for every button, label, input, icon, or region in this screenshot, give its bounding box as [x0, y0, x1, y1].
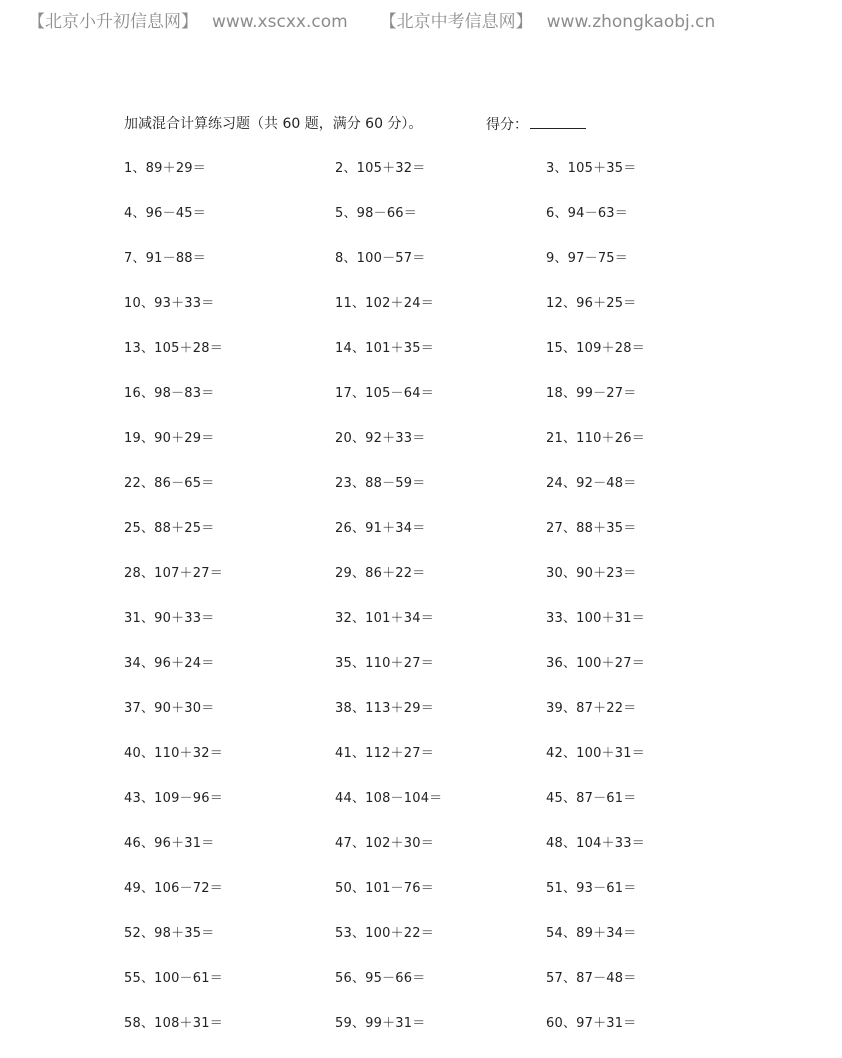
problem-item: 3、105＋35＝	[546, 161, 637, 176]
problem-item: 47、102＋30＝	[335, 836, 434, 851]
problem-item: 53、100＋22＝	[335, 926, 434, 941]
problem-item: 46、96＋31＝	[124, 836, 215, 851]
score-label: 得分：	[486, 117, 528, 133]
problem-item: 58、108＋31＝	[124, 1016, 223, 1031]
problem-item: 44、108－104＝	[335, 791, 443, 806]
problem-item: 30、90＋23＝	[546, 566, 637, 581]
problem-item: 50、101－76＝	[335, 881, 434, 896]
problem-item: 24、92－48＝	[546, 476, 637, 491]
problem-item: 33、100＋31＝	[546, 611, 645, 626]
problem-item: 22、86－65＝	[124, 476, 215, 491]
problem-item: 4、96－45＝	[124, 206, 206, 221]
problem-item: 31、90＋33＝	[124, 611, 215, 626]
problem-item: 26、91＋34＝	[335, 521, 426, 536]
problem-item: 8、100－57＝	[335, 251, 426, 266]
problem-item: 42、100＋31＝	[546, 746, 645, 761]
problem-item: 27、88＋35＝	[546, 521, 637, 536]
problem-item: 1、89＋29＝	[124, 161, 206, 176]
problem-item: 25、88＋25＝	[124, 521, 215, 536]
score-field	[486, 113, 586, 136]
problem-item: 45、87－61＝	[546, 791, 637, 806]
problem-item: 29、86＋22＝	[335, 566, 426, 581]
problem-item: 6、94－63＝	[546, 206, 628, 221]
problem-item: 51、93－61＝	[546, 881, 637, 896]
problem-item: 59、99＋31＝	[335, 1016, 426, 1031]
problem-item: 55、100－61＝	[124, 971, 223, 986]
problem-item: 16、98－83＝	[124, 386, 215, 401]
problem-grid	[124, 158, 764, 1058]
problem-item: 40、110＋32＝	[124, 746, 223, 761]
problem-item: 36、100＋27＝	[546, 656, 645, 671]
problem-item: 15、109＋28＝	[546, 341, 645, 356]
problem-item: 34、96＋24＝	[124, 656, 215, 671]
problem-item: 7、91－88＝	[124, 251, 206, 266]
problem-item: 10、93＋33＝	[124, 296, 215, 311]
problem-item: 39、87＋22＝	[546, 701, 637, 716]
problem-item: 41、112＋27＝	[335, 746, 434, 761]
problem-item: 11、102＋24＝	[335, 296, 434, 311]
worksheet-title: 加减混合计算练习题（共 60 题，满分 60 分）。	[124, 116, 423, 132]
problem-item: 37、90＋30＝	[124, 701, 215, 716]
problem-item: 56、95－66＝	[335, 971, 426, 986]
score-blank-line	[530, 113, 586, 129]
problem-item: 60、97＋31＝	[546, 1016, 637, 1031]
problem-item: 2、105＋32＝	[335, 161, 426, 176]
problem-item: 48、104＋33＝	[546, 836, 645, 851]
problem-item: 17、105－64＝	[335, 386, 434, 401]
problem-item: 49、106－72＝	[124, 881, 223, 896]
problem-item: 19、90＋29＝	[124, 431, 215, 446]
problem-item: 13、105＋28＝	[124, 341, 223, 356]
problem-item: 32、101＋34＝	[335, 611, 434, 626]
problem-item: 38、113＋29＝	[335, 701, 434, 716]
problem-item: 9、97－75＝	[546, 251, 628, 266]
problem-item: 43、109－96＝	[124, 791, 223, 806]
problem-item: 18、99－27＝	[546, 386, 637, 401]
problem-item: 52、98＋35＝	[124, 926, 215, 941]
problem-item: 14、101＋35＝	[335, 341, 434, 356]
problem-item: 57、87－48＝	[546, 971, 637, 986]
site2-name: 【北京中考信息网】	[379, 12, 533, 32]
problem-item: 12、96＋25＝	[546, 296, 637, 311]
problem-item: 23、88－59＝	[335, 476, 426, 491]
site2-url[interactable]: www.zhongkaobj.cn	[546, 12, 716, 32]
problem-item: 20、92＋33＝	[335, 431, 426, 446]
page-header	[28, 8, 828, 36]
site1-url[interactable]: www.xscxx.com	[212, 12, 348, 32]
problem-item: 54、89＋34＝	[546, 926, 637, 941]
site1-name: 【北京小升初信息网】	[28, 12, 198, 32]
problem-item: 21、110＋26＝	[546, 431, 645, 446]
problem-item: 28、107＋27＝	[124, 566, 223, 581]
problem-item: 35、110＋27＝	[335, 656, 434, 671]
problem-item: 5、98－66＝	[335, 206, 417, 221]
